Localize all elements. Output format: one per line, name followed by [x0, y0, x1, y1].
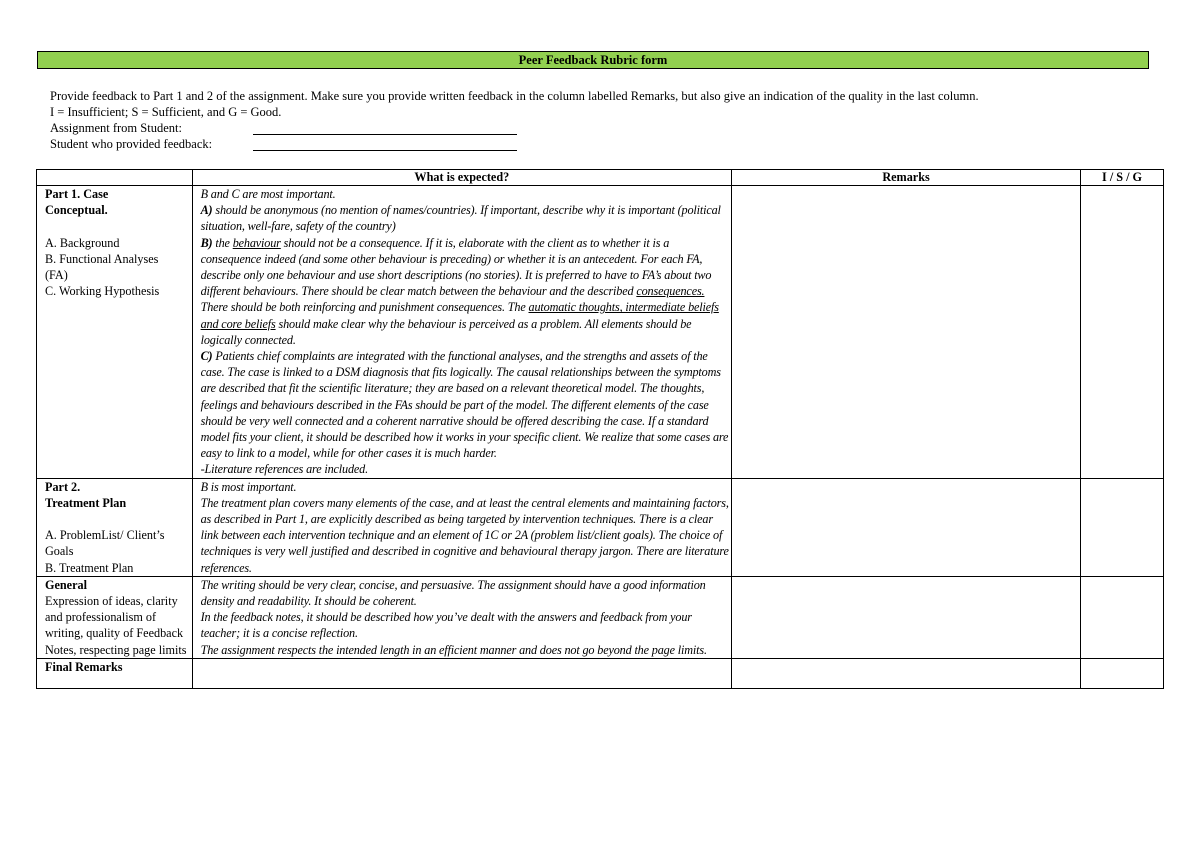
- part1-title-line2: Conceptual.: [45, 203, 108, 218]
- general-category: [37, 576, 193, 658]
- instructions-line-2: I = Insufficient; S = Sufficient, and G = Good.: [50, 105, 282, 119]
- part2-remarks-cell[interactable]: [732, 478, 1081, 576]
- rubric-table: [36, 169, 1164, 689]
- final-remarks-title: Final Remarks: [45, 659, 123, 674]
- part1-expected-literature: -Literature references are included.: [200, 462, 369, 477]
- general-remarks-cell[interactable]: [732, 576, 1081, 658]
- part2-title-line2: Treatment Plan: [45, 495, 127, 510]
- part2-isg-cell[interactable]: [1081, 478, 1164, 576]
- instructions: [50, 88, 1170, 152]
- header-remarks: Remarks: [732, 170, 1081, 186]
- final-remarks-cell[interactable]: [732, 658, 1081, 688]
- table-row-final: [37, 658, 1164, 688]
- table-row-part1: [37, 186, 1164, 479]
- final-expected-cell[interactable]: [192, 658, 731, 688]
- part1-expected-c: C) Patients chief complaints are integrated with the functional analyses, and the strengths and assets of the case. The case is linked to a DSM diagnosis that fits logically. The causal relationships between the symptoms are described that fit the scientific literature; they are based on a relevant theoretical model. The thoughts, feelings and behaviours described in the FAs should be part of the model. The different elements of the case should be very well connected and a coherent narrative should be offered describing the case. If a standard model fits your client, it should be described how it works in your specific client. We realize that some cases are easy to link to a model, while for other cases it is much harder.: [200, 349, 729, 461]
- part1-expected-a: A) should be anonymous (no mention of names/countries). If important, describe why it is important (political situation, well-fare, safety of the country): [200, 203, 721, 234]
- header-row: [37, 170, 1164, 186]
- part1-expected-b: B) the behaviour should not be a consequence. If it is, elaborate with the client as to whether it is a consequence indeed (and some other behaviour is preceding) or whether it is an antecedent. For each FA, describe only one behaviour and use short descriptions (no stories). It is preferred to have to FA’s about two different behaviours. There should be clear match between the behaviour and the described consequences. There should be both reinforcing and punishment consequences. The automatic thoughts, intermediate beliefs and core beliefs should make clear why the behaviour is perceived as a problem. All elements should be logically connected.: [200, 235, 719, 347]
- part2-expected: [192, 478, 731, 576]
- table-row-general: [37, 576, 1164, 658]
- part1-expected: [192, 186, 731, 479]
- instructions-line-1: Provide feedback to Part 1 and 2 of the assignment. Make sure you provide written feedback in the column labelled Remarks, but also give an indication of the quality in the last column.: [50, 89, 979, 103]
- final-category: [37, 658, 193, 688]
- header-category: [37, 170, 193, 186]
- general-expected-p1: The writing should be very clear, concise, and persuasive. The assignment should have a good information density and readability. It should be coherent.: [200, 577, 706, 609]
- student-feedback-provider-line[interactable]: [253, 150, 517, 151]
- assignment-from-student-label: Assignment from Student:: [50, 121, 182, 135]
- part1-remarks-cell[interactable]: [732, 186, 1081, 479]
- part2-title-line1: Part 2.: [45, 479, 81, 494]
- student-feedback-provider-field: [50, 136, 1170, 152]
- general-title: General: [45, 577, 87, 592]
- part1-title-line1: Part 1. Case: [45, 187, 109, 201]
- part1-item: C. Working Hypothesis: [45, 284, 160, 299]
- student-feedback-provider-label: Student who provided feedback:: [50, 137, 213, 151]
- part1-item: (FA): [45, 268, 68, 283]
- general-isg-cell[interactable]: [1081, 576, 1164, 658]
- part1-isg-cell[interactable]: [1081, 186, 1164, 479]
- general-description: Expression of ideas, clarity and professionalism of writing, quality of Feedback Notes, respecting page limits: [45, 594, 187, 657]
- general-expected: [192, 576, 731, 658]
- general-expected-p2: In the feedback notes, it should be described how you’ve dealt with the answers and feedback from your teacher; it is a concise reflection.: [200, 610, 692, 641]
- table-row-part2: [37, 478, 1164, 576]
- part1-expected-intro: B and C are most important.: [200, 187, 336, 201]
- part2-expected-intro: B is most important.: [200, 479, 297, 494]
- form-title: Peer Feedback Rubric form: [37, 51, 1149, 69]
- part1-item: A. Background: [45, 235, 120, 250]
- assignment-from-student-field: [50, 120, 1170, 136]
- part2-expected-text: The treatment plan covers many elements of the case, and at least the central elements and maintaining factors, as described in Part 1, are explicitly described as being targeted by intervention techniques. There is a clear link between each intervention technique and an element of 1C or 2A (problem list/client goals). The choice of techniques is very well justified and described in cognitive and behavioural therapy jargon. There are literature references.: [200, 495, 729, 575]
- header-what-is-expected: What is expected?: [192, 170, 731, 186]
- header-isg: I / S / G: [1081, 170, 1164, 186]
- general-expected-p3: The assignment respects the intended length in an efficient manner and does not go beyond the page limits.: [200, 642, 707, 657]
- part2-category: [37, 478, 193, 576]
- part2-item: A. ProblemList/ Client’s Goals: [45, 528, 165, 559]
- part1-item: B. Functional Analyses: [45, 251, 159, 266]
- assignment-from-student-line[interactable]: [253, 134, 517, 135]
- part2-item: B. Treatment Plan: [45, 560, 134, 575]
- part1-category: [37, 186, 193, 479]
- final-isg-cell[interactable]: [1081, 658, 1164, 688]
